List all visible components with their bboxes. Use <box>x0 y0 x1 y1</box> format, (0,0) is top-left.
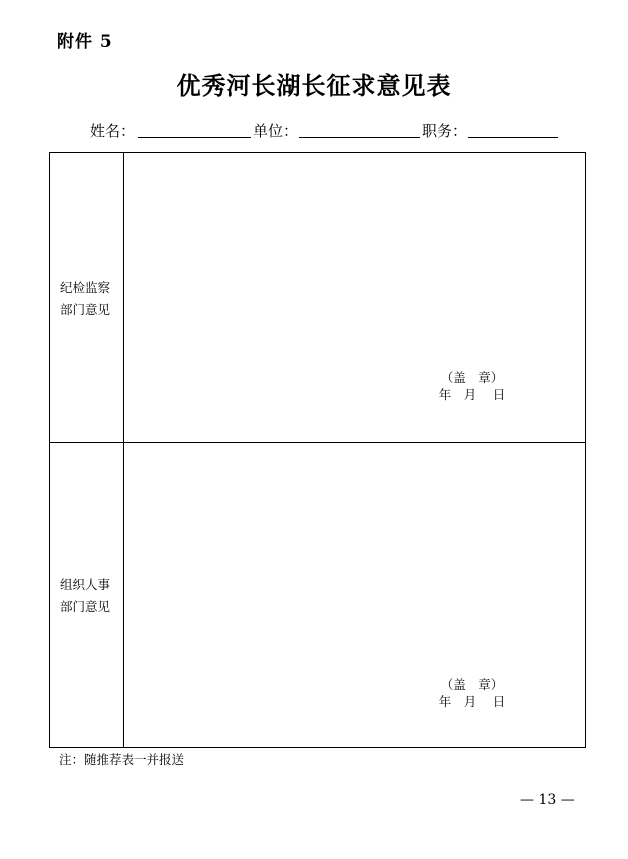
opinion-table <box>49 152 586 748</box>
organization-dept-date: 年 月 日 <box>438 694 506 709</box>
page-number: — 13 — <box>520 792 575 808</box>
discipline-dept-label-line2: 部门意见 <box>60 302 111 317</box>
discipline-dept-stamp-area <box>412 369 532 403</box>
discipline-dept-label <box>60 277 120 321</box>
unit-label: 单位： <box>253 122 299 140</box>
organization-dept-label-line2: 部门意见 <box>60 599 111 614</box>
position-label: 职务： <box>422 122 468 140</box>
organization-dept-label-line1: 组织人事 <box>60 577 111 592</box>
row-divider <box>50 442 585 443</box>
discipline-dept-stamp: （盖 章） <box>440 370 504 385</box>
footnote: 注：随推荐表一并报送 <box>59 752 185 767</box>
attachment-label: 附件 5 <box>57 32 113 52</box>
organization-dept-stamp: （盖 章） <box>440 677 504 692</box>
organization-dept-label <box>60 574 120 618</box>
discipline-dept-label-line1: 纪检监察 <box>60 280 111 295</box>
column-divider <box>123 153 124 747</box>
organization-dept-stamp-area <box>412 676 532 710</box>
position-field[interactable] <box>468 137 558 138</box>
applicant-info-row <box>0 120 628 144</box>
name-label: 姓名： <box>90 122 136 140</box>
discipline-dept-date: 年 月 日 <box>438 387 506 402</box>
document-title: 优秀河长湖长征求意见表 <box>176 71 452 100</box>
unit-field[interactable] <box>299 137 420 138</box>
name-field[interactable] <box>138 137 251 138</box>
